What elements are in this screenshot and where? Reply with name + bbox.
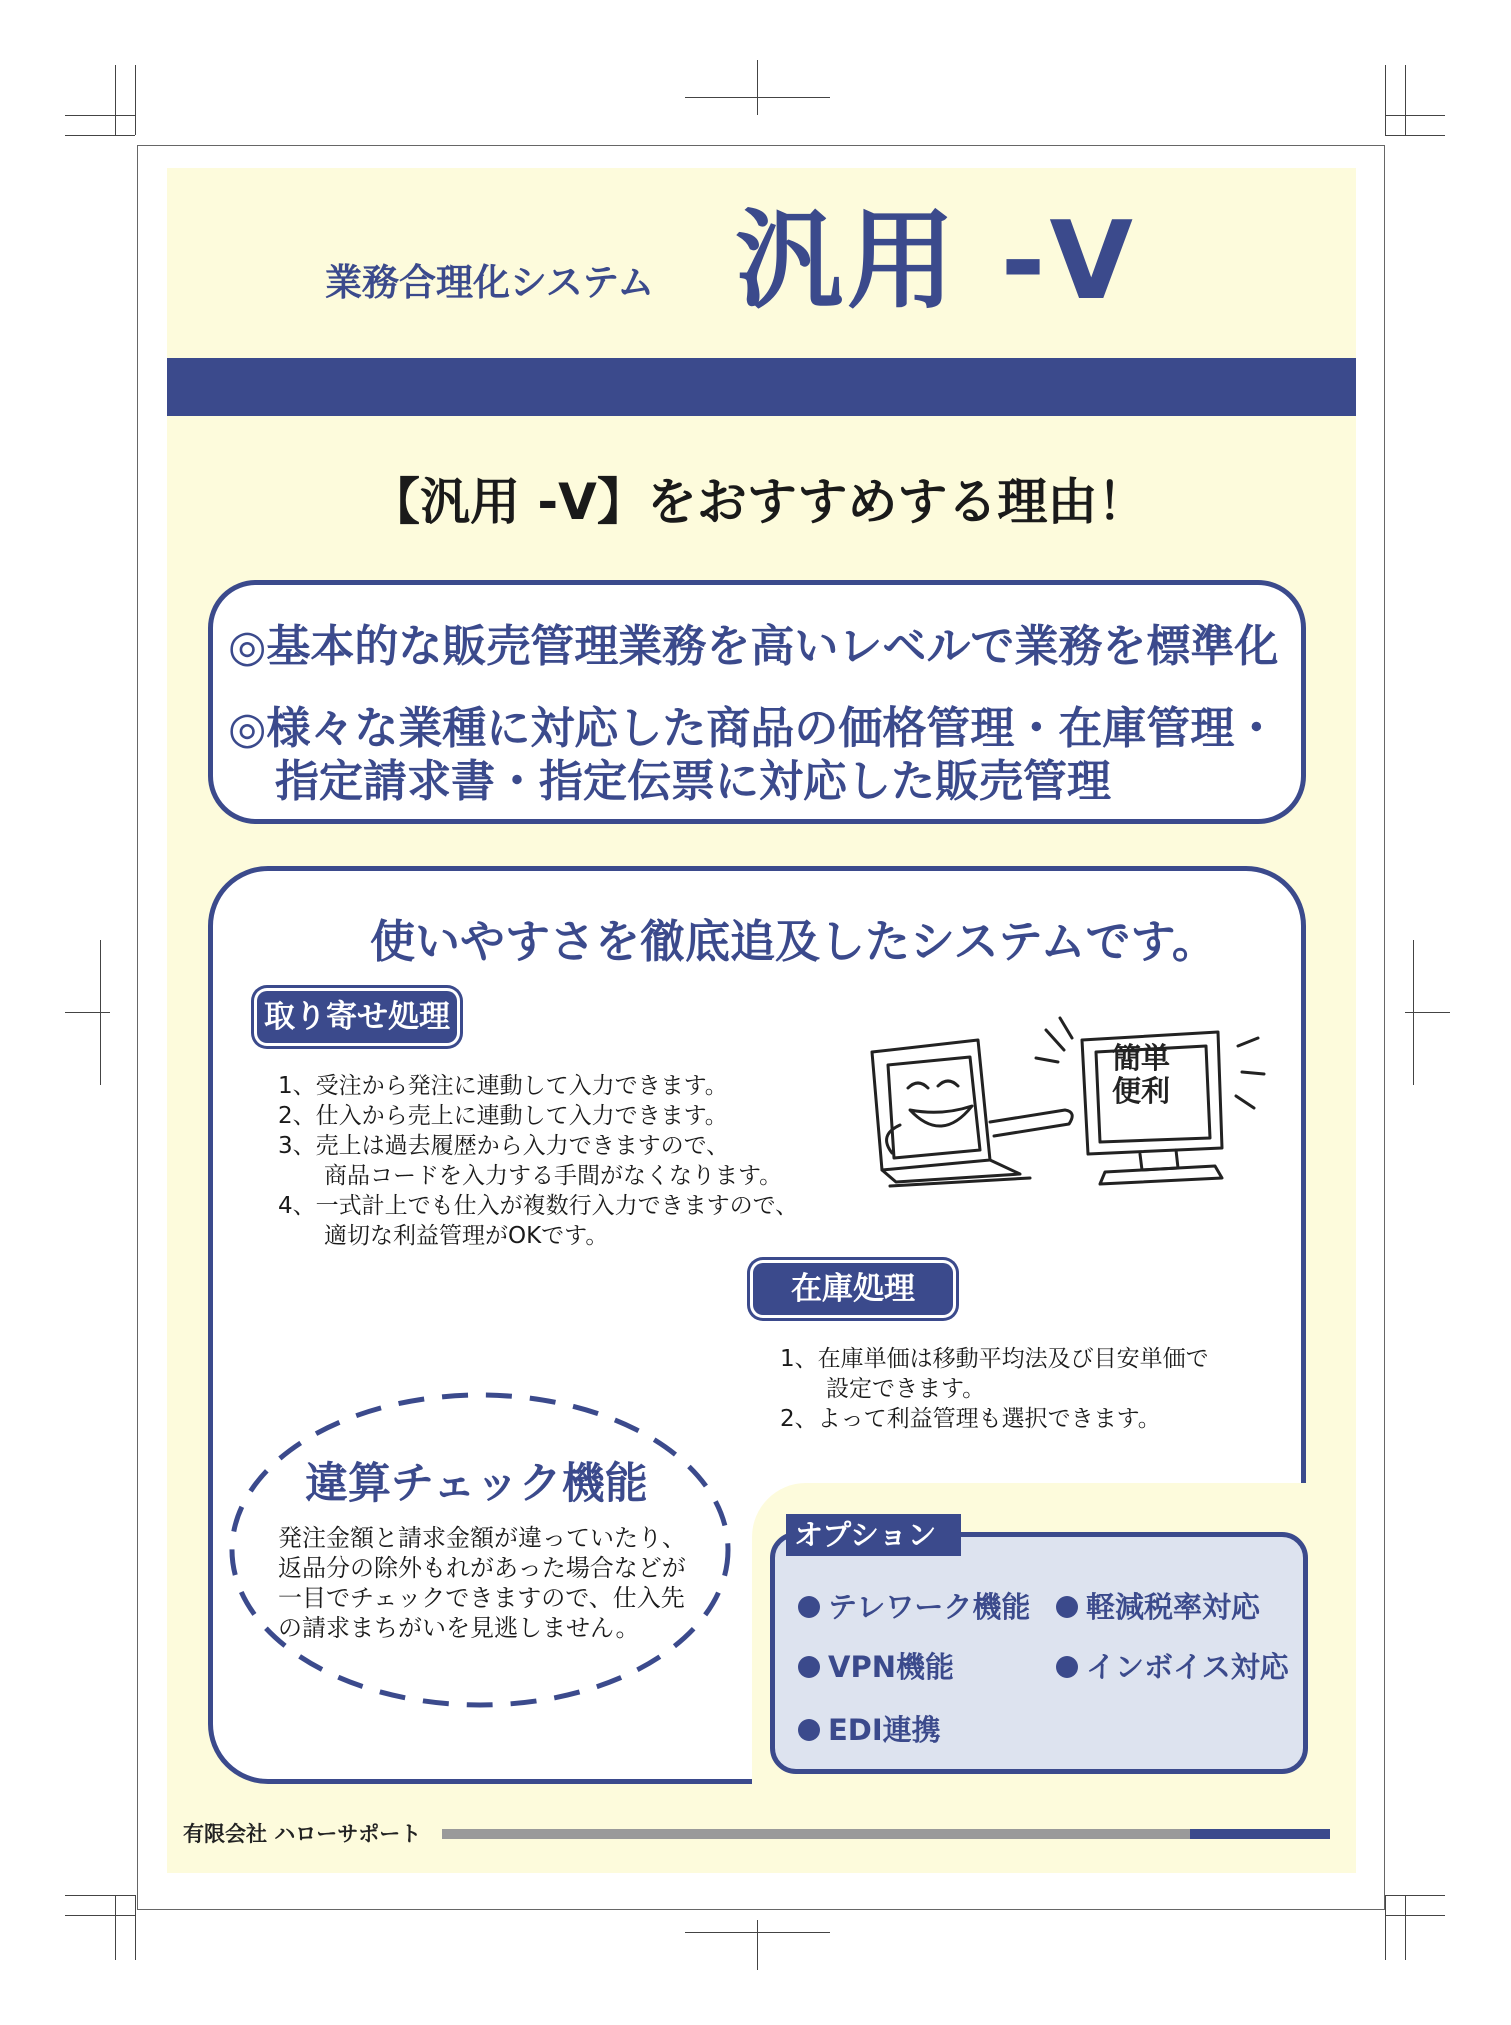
highlight-2: ◎様々な業種に対応した商品の価格管理・在庫管理・ <box>228 703 1279 754</box>
zaiko-item: 1、在庫単価は移動平均法及び目安単価で <box>780 1346 1209 1372</box>
option-telework <box>798 1585 1030 1626</box>
zaiko-tag: 在庫処理 <box>753 1263 953 1315</box>
footer-gray-bar <box>442 1829 1190 1839</box>
product-title: 汎用 -V <box>735 199 1138 324</box>
option-label: 軽減税率対応 <box>1086 1590 1261 1624</box>
bullet-icon <box>798 1596 820 1618</box>
toriyose-item: 3、売上は過去履歴から入力できますので、 <box>278 1133 730 1159</box>
bullet-icon <box>798 1656 820 1678</box>
computer-mascot-illustration <box>860 1010 1280 1190</box>
screen-line-2: 便利 <box>1112 1074 1171 1108</box>
option-label: インボイス対応 <box>1086 1650 1289 1684</box>
option-label: EDI連携 <box>828 1713 941 1747</box>
toriyose-item: 4、一式計上でも仕入が複数行入力できますので、 <box>278 1193 799 1219</box>
bullet-icon <box>798 1719 820 1741</box>
footer-navy-bar <box>1190 1829 1330 1839</box>
screen-line-1: 簡単 <box>1112 1041 1171 1075</box>
reason-heading: 【汎用 -V】をおすすめする理由！ <box>370 473 1148 531</box>
check-line: 返品分の除外もれがあった場合などが <box>278 1554 686 1582</box>
zaiko-item: 2、よって利益管理も選択できます。 <box>780 1406 1161 1432</box>
option-label: テレワーク機能 <box>828 1590 1031 1624</box>
usability-heading: 使いやすさを徹底追及したシステムです。 <box>370 915 1217 968</box>
check-line: の請求まちがいを見逃しません。 <box>278 1614 640 1642</box>
toriyose-item: 2、仕入から売上に連動して入力できます。 <box>278 1103 728 1129</box>
highlight-1: ◎基本的な販売管理業務を高いレベルで業務を標準化 <box>228 621 1279 672</box>
option-vpn <box>798 1645 954 1686</box>
toriyose-tag: 取り寄せ処理 <box>257 991 457 1043</box>
header-subtitle: 業務合理化システム <box>325 261 655 304</box>
option-label: VPN機能 <box>828 1650 954 1684</box>
toriyose-item: 1、受注から発注に連動して入力できます。 <box>278 1073 728 1099</box>
bullet-icon <box>1056 1596 1078 1618</box>
bullet-icon <box>1056 1656 1078 1678</box>
check-line: 発注金額と請求金額が違っていたり、 <box>278 1524 686 1552</box>
company-name: 有限会社 ハローサポート <box>183 1822 422 1846</box>
check-title: 違算チェック機能 <box>305 1459 648 1509</box>
highlight-2-cont: 指定請求書・指定伝票に対応した販売管理 <box>275 756 1111 807</box>
option-edi <box>798 1708 941 1749</box>
header-band <box>167 358 1356 416</box>
zaiko-item: 設定できます。 <box>780 1376 986 1402</box>
toriyose-item: 商品コードを入力する手間がなくなります。 <box>278 1163 783 1189</box>
option-invoice <box>1056 1645 1289 1686</box>
option-tax <box>1056 1585 1260 1626</box>
toriyose-item: 適切な利益管理がOKです。 <box>278 1223 609 1249</box>
check-line: 一目でチェックできますので、仕入先 <box>278 1584 685 1612</box>
illustration-screen-text <box>1112 1042 1170 1108</box>
options-label: オプション <box>786 1514 961 1556</box>
